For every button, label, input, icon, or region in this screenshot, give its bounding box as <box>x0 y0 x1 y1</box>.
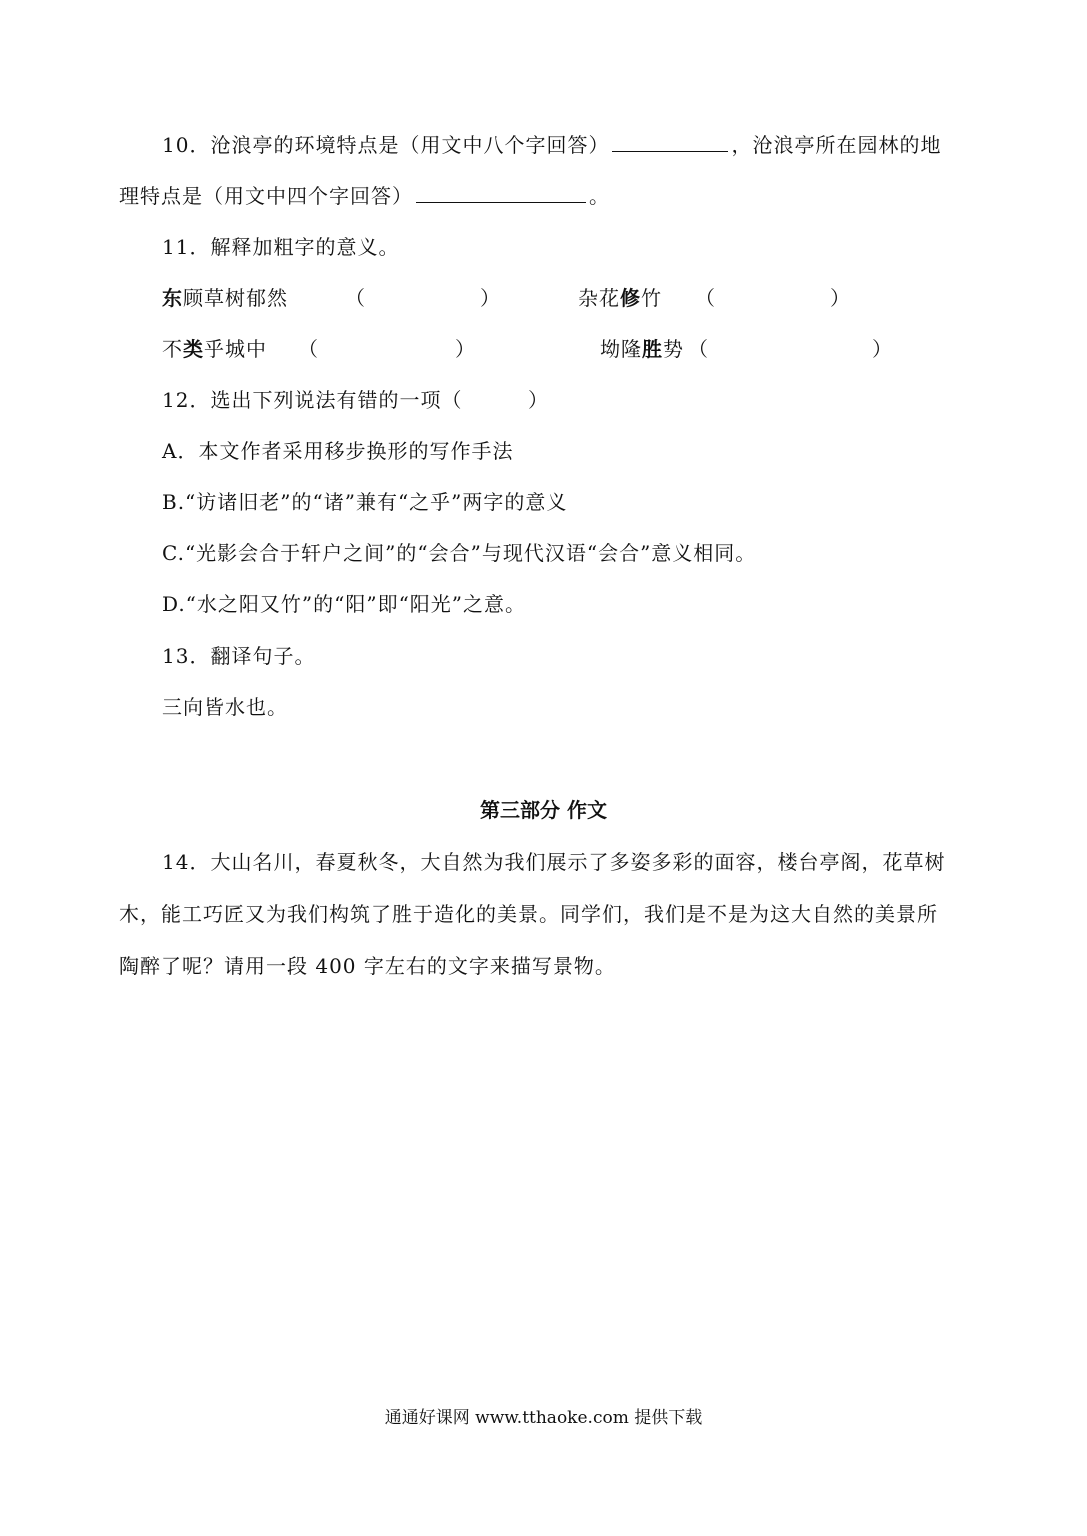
q12-title <box>162 386 462 414</box>
q10-text-4: 。 <box>589 184 610 208</box>
q12-title-text: 12．选出下列说法有错的一项（ <box>162 388 463 412</box>
q11-item-4-bold: 胜 <box>642 337 663 361</box>
q11-item-4-pre: 坳隆 <box>600 337 642 361</box>
q11-item-1-bold: 东 <box>162 286 183 310</box>
q11-item-3 <box>162 335 267 363</box>
q11-item-4-rest: 势 <box>663 337 684 361</box>
q13-title: 13．翻译句子。 <box>162 644 316 668</box>
q10-text-3: 理特点是（用文中四个字回答） <box>119 184 413 208</box>
q11-item-3-pre: 不 <box>162 337 183 361</box>
section-heading: 第三部分 作文 <box>480 798 607 822</box>
q10-answer-blank-2[interactable] <box>416 184 586 203</box>
q14-line-1: 14．大山名川，春夏秋冬，大自然为我们展示了多姿多彩的面容，楼台亭阁，花草树 <box>162 850 946 874</box>
q11-item-3-answer-open: （ <box>298 337 319 361</box>
q10-answer-blank-1[interactable] <box>612 133 728 152</box>
q10-line-1 <box>162 131 941 159</box>
q12-option-d: D.“水之阳又竹”的“阳”即“阳光”之意。 <box>162 592 527 616</box>
q10-line-2 <box>119 182 610 210</box>
q11-item-2-answer-open: （ <box>695 286 716 310</box>
q11-item-1 <box>162 284 288 312</box>
q11-item-3-answer-close: ） <box>455 337 476 361</box>
q14-line-2: 木，能工巧匠又为我们构筑了胜于造化的美景。同学们，我们是不是为这大自然的美景所 <box>119 902 938 926</box>
q12-answer-close: ） <box>528 388 549 412</box>
q11-item-2-pre: 杂花 <box>578 286 620 310</box>
q11-item-4 <box>600 335 684 363</box>
q11-item-2-bold: 修 <box>620 286 641 310</box>
q11-item-2 <box>578 284 662 312</box>
q12-option-b: B.“访诸旧老”的“诸”兼有“之乎”两字的意义 <box>162 490 568 514</box>
q12-option-c: C.“光影会合于轩户之间”的“会合”与现代汉语“会合”意义相同。 <box>162 541 757 565</box>
q13-sentence: 三向皆水也。 <box>162 695 288 719</box>
q11-item-3-bold: 类 <box>183 337 204 361</box>
q14-line-3: 陶醉了呢？请用一段 400 字左右的文字来描写景物。 <box>119 954 616 978</box>
q12-option-a: A．本文作者采用移步换形的写作手法 <box>162 439 514 463</box>
q11-item-1-answer-close: ） <box>480 286 501 310</box>
q10-text-2: ，沧浪亭所在园林的地 <box>731 133 942 157</box>
q11-item-2-answer-close: ） <box>830 286 851 310</box>
page-footer: 通通好课网 www.tthaoke.com 提供下载 <box>384 1408 703 1428</box>
q11-item-1-answer-open: （ <box>345 286 366 310</box>
q11-item-4-answer-close: ） <box>872 337 893 361</box>
q10-text-1: 10．沧浪亭的环境特点是（用文中八个字回答） <box>162 133 610 157</box>
q11-item-4-answer-open: （ <box>688 337 709 361</box>
q11-item-3-rest: 乎城中 <box>204 337 267 361</box>
q11-title: 11．解释加粗字的意义。 <box>162 235 400 259</box>
q11-item-1-rest: 顾草树郁然 <box>183 286 288 310</box>
q11-item-2-rest: 竹 <box>641 286 662 310</box>
